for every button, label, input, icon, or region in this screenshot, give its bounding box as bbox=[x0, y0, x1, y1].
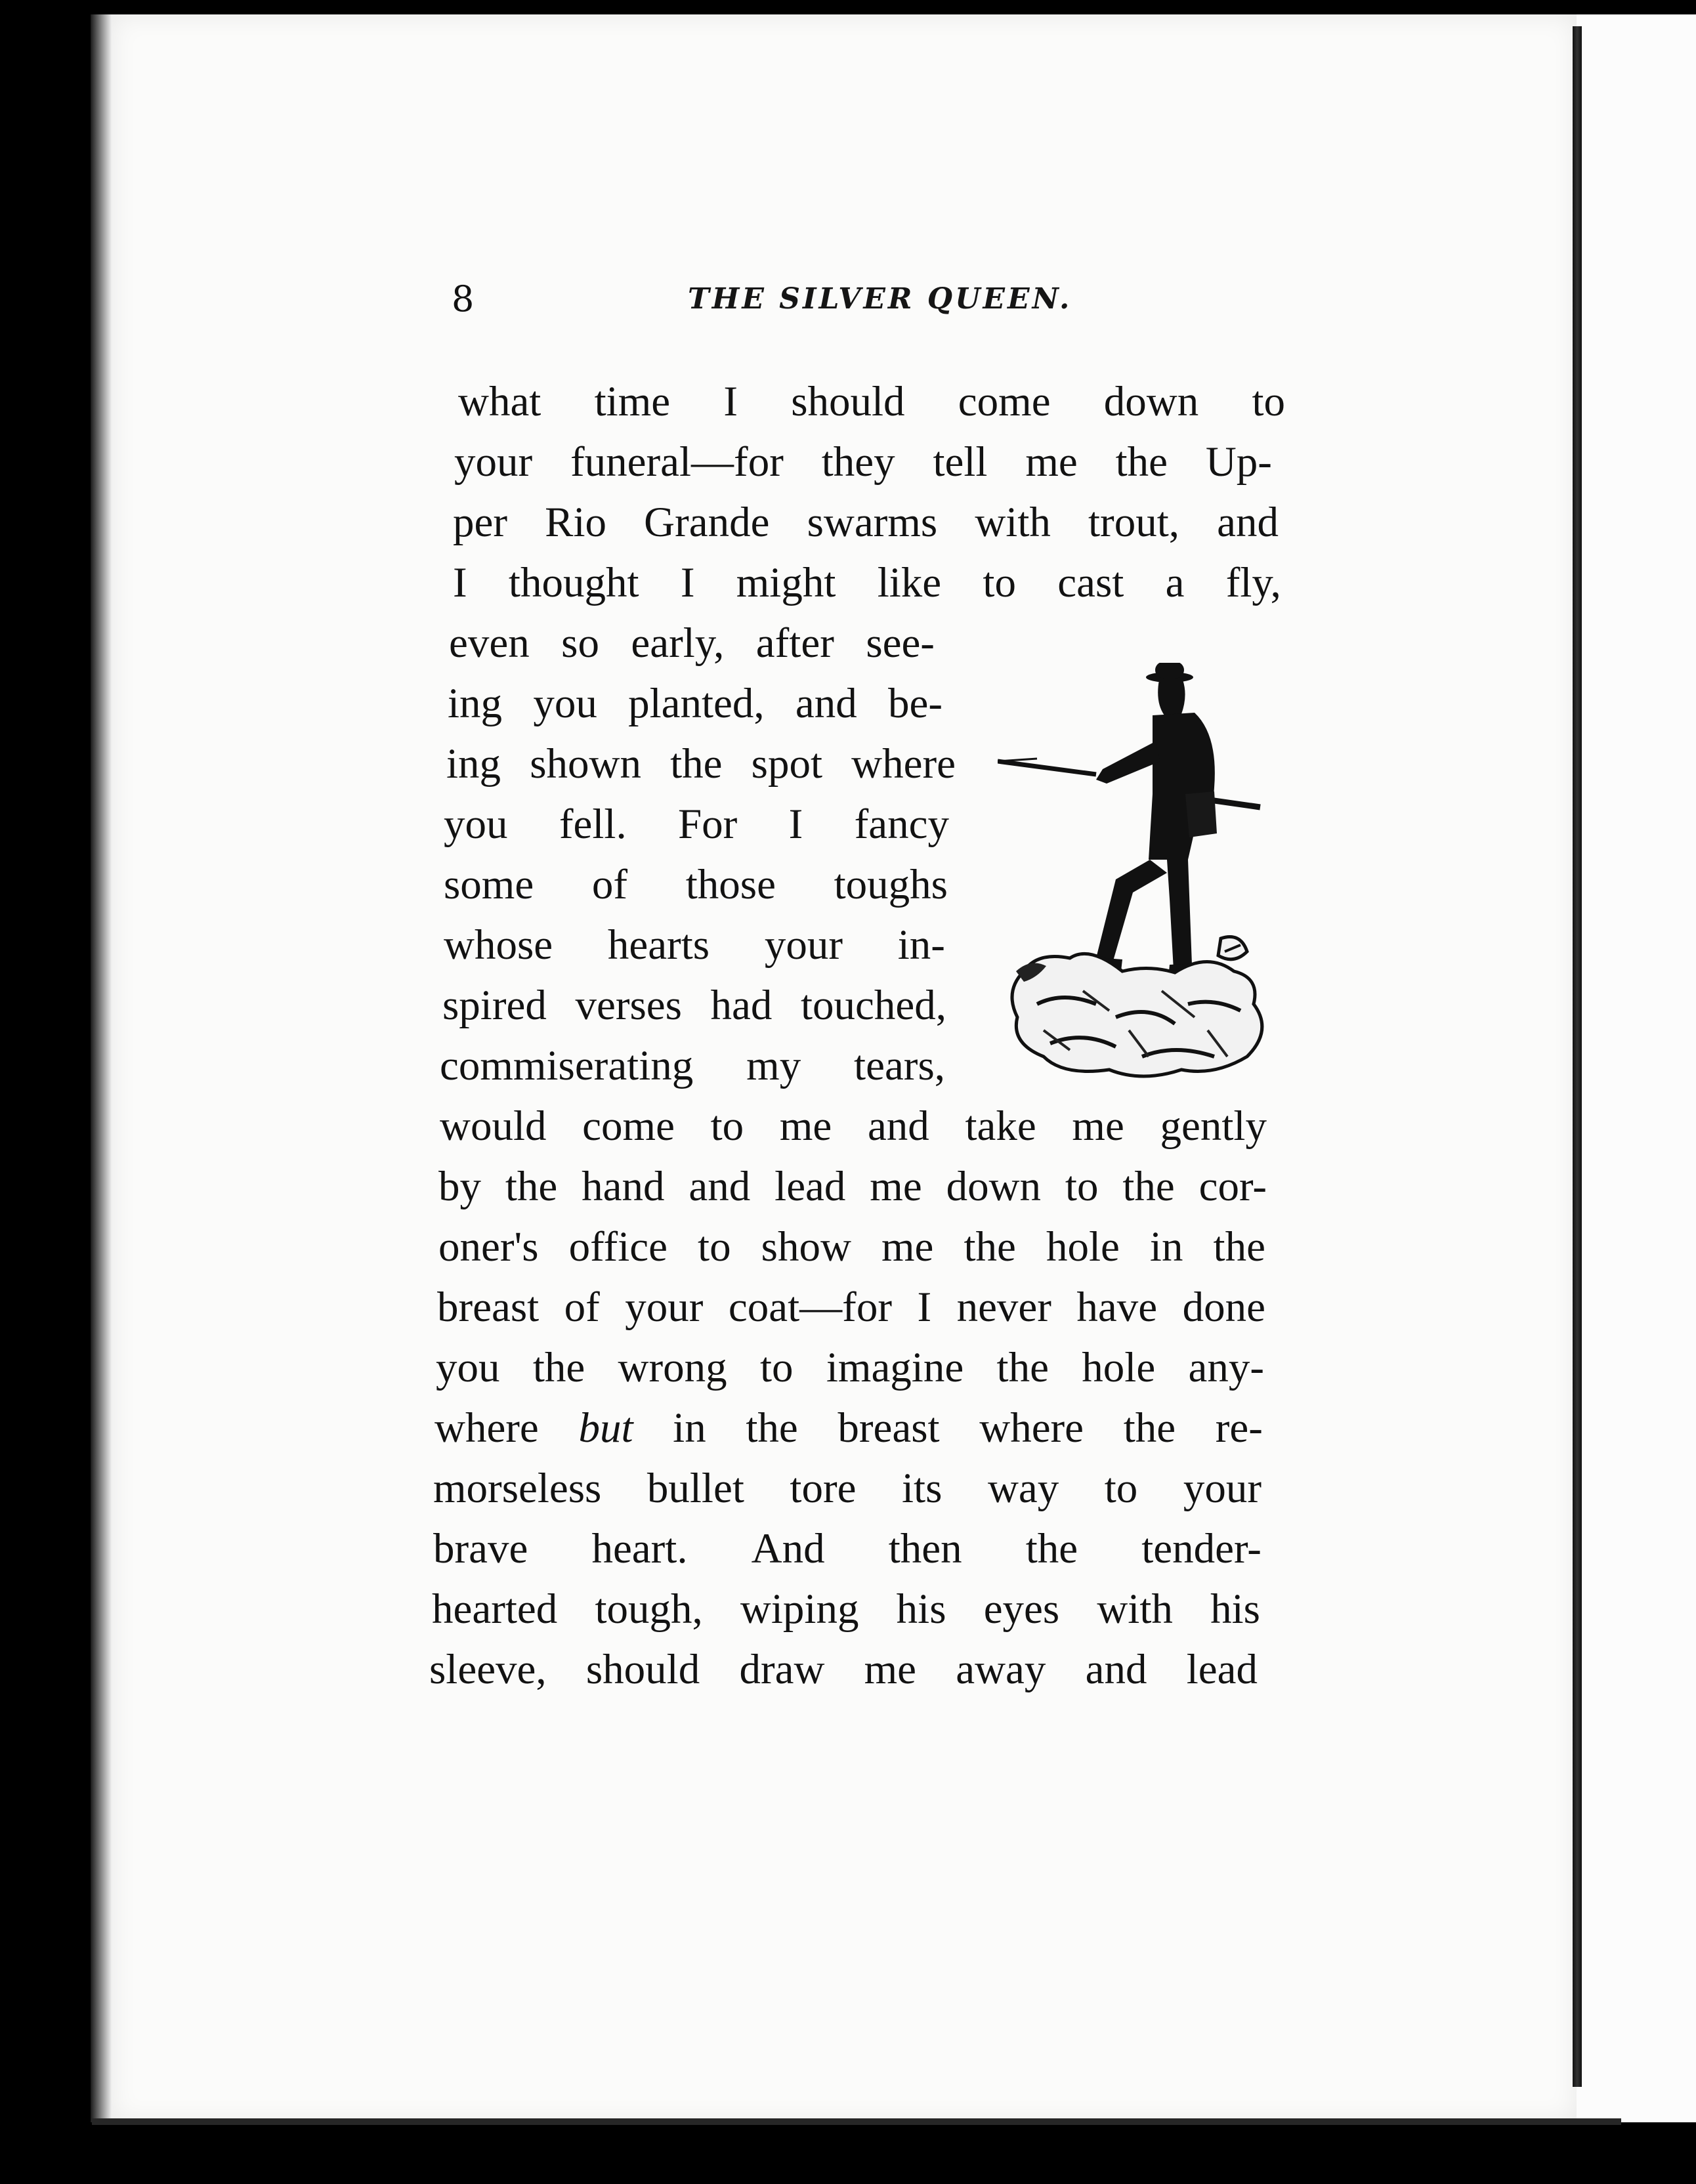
text-line: hearted tough, wiping his eyes with his bbox=[432, 1586, 1260, 1633]
text-line: I thought I might like to cast a fly, bbox=[453, 559, 1281, 606]
text-line: morseless bullet tore its way to your bbox=[433, 1465, 1261, 1512]
fisherman-engraving-icon bbox=[998, 663, 1273, 1083]
text-line: you the wrong to imagine the hole any- bbox=[436, 1344, 1264, 1391]
text-line: you fell. For I fancy bbox=[444, 801, 949, 848]
text-line: would come to me and take me gently bbox=[440, 1102, 1267, 1150]
text-line: per Rio Grande swarms with trout, and bbox=[453, 499, 1279, 546]
text-line: sleeve, should draw me away and lead bbox=[429, 1646, 1258, 1693]
text-line: what time I should come down to bbox=[458, 378, 1285, 425]
text-line: brave heart. And then the tender- bbox=[433, 1525, 1261, 1572]
text-line: your funeral—for they tell me the Up- bbox=[454, 438, 1272, 486]
header-title: THE SILVER QUEEN. bbox=[688, 282, 1072, 316]
text-line: oner's office to show me the hole in the bbox=[438, 1223, 1265, 1270]
text-line: breast of your coat—for I never have done bbox=[437, 1284, 1265, 1331]
text-line: ing you planted, and be- bbox=[448, 680, 943, 727]
text-line: where but in the breast where the re- bbox=[435, 1404, 1263, 1452]
text-line: ing shown the spot where bbox=[446, 740, 956, 788]
page-number: 8 bbox=[452, 278, 475, 320]
text-line: some of those toughs bbox=[444, 861, 948, 908]
text-line: even so early, after see- bbox=[449, 620, 935, 667]
text-line: by the hand and lead me down to the cor- bbox=[438, 1163, 1267, 1210]
text-line: spired verses had touched, bbox=[442, 982, 946, 1029]
text-line: commiserating my tears, bbox=[440, 1042, 945, 1089]
text-line: whose hearts your in- bbox=[444, 921, 945, 969]
